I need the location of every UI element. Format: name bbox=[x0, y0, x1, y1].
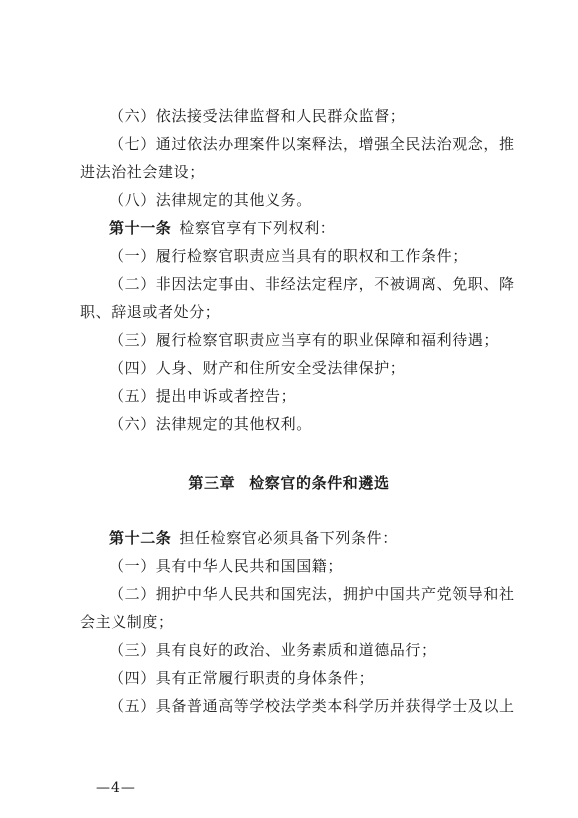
duty-item-8: （八）法律规定的其他义务。 bbox=[109, 191, 312, 209]
right-item-2-line-1: （二）非因法定事由、非经法定程序，不被调离、免职、降 bbox=[109, 275, 515, 293]
duty-item-6: （六）依法接受法律监督和人民群众监督； bbox=[109, 107, 406, 125]
chapter-number: 第三章 bbox=[188, 474, 236, 492]
right-item-5: （五）提出申诉或者控告； bbox=[109, 387, 297, 405]
right-item-6: （六）法律规定的其他权利。 bbox=[109, 415, 312, 433]
article-11 bbox=[109, 218, 335, 238]
duty-item-7-line-1: （七）通过依法办理案件以案释法，增强全民法治观念，推 bbox=[109, 135, 515, 153]
article-12-label: 第十二条 bbox=[109, 529, 172, 547]
page-number: —4— bbox=[96, 780, 136, 796]
condition-item-2-line-1: （二）拥护中华人民共和国宪法，拥护中国共产党领导和社 bbox=[109, 585, 515, 603]
condition-item-5-line-1: （五）具备普通高等学校法学类本科学历并获得学士及以上 bbox=[109, 697, 515, 715]
condition-item-3: （三）具有良好的政治、业务素质和道德品行； bbox=[109, 641, 437, 659]
article-12 bbox=[109, 528, 398, 548]
condition-item-4: （四）具有正常履行职责的身体条件； bbox=[109, 669, 375, 687]
right-item-4: （四）人身、财产和住所安全受法律保护； bbox=[109, 359, 406, 377]
article-12-text: 担任检察官必须具备下列条件： bbox=[179, 529, 398, 547]
right-item-2-line-2: 职、辞退或者处分； bbox=[80, 303, 221, 321]
chapter-title: 检察官的条件和遴选 bbox=[249, 474, 390, 492]
chapter-heading bbox=[0, 472, 578, 493]
article-11-label: 第十一条 bbox=[109, 219, 172, 237]
duty-item-7-line-2: 进法治社会建设； bbox=[80, 163, 205, 181]
condition-item-2-line-2: 会主义制度； bbox=[80, 613, 174, 631]
condition-item-1: （一）具有中华人民共和国国籍； bbox=[109, 557, 344, 575]
article-11-text: 检察官享有下列权利： bbox=[179, 219, 336, 237]
right-item-3: （三）履行检察官职责应当享有的职业保障和福利待遇； bbox=[109, 331, 500, 349]
right-item-1: （一）履行检察官职责应当具有的职权和工作条件； bbox=[109, 247, 468, 265]
